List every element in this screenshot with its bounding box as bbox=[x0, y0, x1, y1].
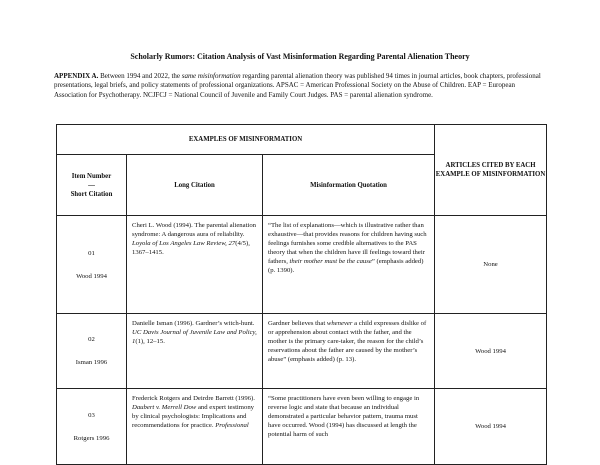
group-header: EXAMPLES OF MISINFORMATION bbox=[57, 125, 435, 155]
item-cell bbox=[57, 314, 127, 389]
item-number: 01 bbox=[88, 249, 95, 257]
appendix-text-before: Between 1994 and 2022, the bbox=[98, 72, 182, 80]
item-number: 02 bbox=[88, 336, 95, 343]
long-citation-text: Frederick Rotgers and Deirdre Barrett (1996). bbox=[132, 395, 255, 402]
quote-emphasis: whenever bbox=[326, 320, 353, 327]
long-citation bbox=[127, 216, 263, 314]
col-header-item-line2: — bbox=[88, 181, 95, 189]
table-row bbox=[57, 314, 547, 389]
quote-text: Gardner believes that bbox=[268, 320, 327, 327]
quote-text-end: ” (emphasis added) (p. 1390). bbox=[268, 258, 424, 274]
short-citation: Wood 1994 bbox=[76, 272, 107, 280]
long-citation bbox=[127, 389, 263, 465]
articles-cited-header-text: ARTICLES CITED BY EACH EXAMPLE OF MISINFORMATION bbox=[435, 162, 546, 178]
quote-text: “The list of explanations—which is illustrative rather than exhaustive—that provides reasons for children having such feelings furnishes some credible alternatives to the PAS theory that when the children have ill feelings toward their fathers, bbox=[268, 222, 427, 265]
long-citation bbox=[127, 314, 263, 389]
articles-cited: None bbox=[435, 216, 547, 314]
short-citation: Isman 1996 bbox=[75, 359, 108, 366]
articles-cited: Wood 1994 bbox=[435, 389, 547, 465]
appendix-intro bbox=[54, 72, 548, 100]
quote-text-end: a child expresses dislike of or apprehension about contact with the father, and the mother is the primary care-taker, the reason for the child’s reservations about the father are caused by the mother’s abuse” (emphasis added) (p. 13). bbox=[268, 320, 427, 363]
item-number: 03 bbox=[88, 411, 95, 419]
misinformation-quotation bbox=[263, 216, 435, 314]
misinformation-table bbox=[56, 124, 547, 465]
col-header-item bbox=[57, 155, 127, 216]
long-citation-title: and expert testimony by clinical psychologists: Implications and recommendations for practice. bbox=[132, 404, 255, 429]
col-header-item-line1: Item Number bbox=[71, 172, 112, 180]
quote-emphasis: their mother must be the cause bbox=[289, 258, 372, 265]
table-group-header-row bbox=[57, 125, 547, 155]
quote-text: “Some practitioners have even been willing to engage in reverse logic and state that because an individual demonstrated a particular behavior pattern, trauma must have occurred. Wood (1994) has discussed at length the potential harm of such bbox=[268, 395, 420, 438]
articles-cited-header bbox=[435, 125, 547, 216]
col-header-quotation: Misinformation Quotation bbox=[263, 155, 435, 216]
long-citation-journal: Professional bbox=[215, 422, 249, 429]
appendix-text-italic: same misinformation bbox=[181, 72, 241, 80]
item-cell bbox=[57, 216, 127, 314]
short-citation: Rotgers 1996 bbox=[73, 434, 110, 442]
table-row bbox=[57, 216, 547, 314]
articles-cited: Wood 1994 bbox=[435, 314, 547, 389]
long-citation-text: Danielle Isman (1996). Gardner’s witch-hunt. bbox=[132, 320, 255, 327]
paper-title: Scholarly Rumors: Citation Analysis of Vast Misinformation Regarding Parental Alienation Theory bbox=[130, 52, 470, 61]
appendix-label: APPENDIX A. bbox=[54, 72, 99, 80]
appendix-text-after: regarding parental alienation theory was published 94 times in journal articles, book chapters, professional presentations, legal briefs, and policy statements of professional organizations. APSAC = American Professional Society on the Abuse of Children. EAP = European Association for Psychotherapy. NCJFCJ = National Council of Juvenile and Family Court Judges. PAS = parental alienation syndrome. bbox=[54, 72, 541, 99]
col-header-item-line3: Short Citation bbox=[70, 190, 113, 198]
long-citation-journal: Loyola of Los Angeles Law Review, 27 bbox=[132, 240, 236, 247]
long-citation-pages: (4/5), 1367–1415. bbox=[132, 240, 250, 256]
col-header-long-citation: Long Citation bbox=[127, 155, 263, 216]
table-row bbox=[57, 389, 547, 465]
item-cell bbox=[57, 389, 127, 465]
misinformation-quotation bbox=[263, 389, 435, 465]
long-citation-pages: (1), 12–15. bbox=[135, 338, 165, 345]
misinformation-quotation bbox=[263, 314, 435, 389]
long-citation-case: Daubert v. Merrell Dow bbox=[132, 404, 197, 411]
long-citation-text: Cheri L. Wood (1994). The parental alienation syndrome: A dangerous aura of reliability. bbox=[132, 222, 257, 238]
long-citation-journal: UC Davis Journal of Juvenile Law and Policy, 1 bbox=[132, 329, 257, 345]
